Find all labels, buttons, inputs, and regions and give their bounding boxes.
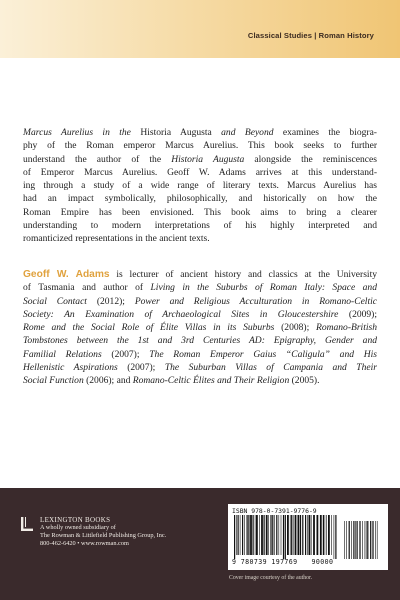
description-line: ing through a study of a wide range of literary texts. Marcus Aurelius has [23, 180, 377, 192]
addon-barcode-bar [377, 521, 378, 559]
barcode-bar [256, 515, 258, 555]
barcode-bar [242, 515, 243, 555]
barcode-bar [302, 515, 303, 555]
barcode-bar [259, 515, 260, 555]
description-line: understand the author of the Historia Augusta alongside the reminiscences [23, 153, 377, 165]
bio-line: Society: An Examination of Archaeological Sites in Gloucestershire (2009); [23, 308, 377, 320]
barcode-bar [281, 515, 282, 555]
lexington-logo-icon [20, 516, 34, 532]
cover-credit: Cover image courtesy of the author. [229, 575, 313, 581]
barcode-bar [234, 515, 235, 559]
addon-barcode-bar [359, 521, 360, 559]
barcode-bar [309, 515, 311, 555]
barcode-bar [335, 515, 336, 559]
bio-line: Hellenistic Aspirations (2007); The Suburban Villas of Campania and Their [23, 362, 377, 374]
barcode-bar [334, 515, 335, 559]
barcode-bar [266, 515, 268, 555]
description-line: phy of the Roman emperor Marcus Aurelius. This book seeks to further [23, 140, 377, 152]
barcode-bar [323, 515, 324, 555]
addon-barcode-bar [366, 521, 367, 559]
bio-line: Familial Relations (2007); The Roman Emperor Gaius “Caligula” and His [23, 348, 377, 360]
barcode-bar [274, 515, 275, 555]
description-line: romanticized representations in the ancient texts. [23, 233, 210, 245]
ean-digits: 9 780739 197769 90000 [232, 558, 334, 566]
barcode-bar [248, 515, 249, 555]
barcode-bar [247, 515, 248, 555]
addon-barcode-bar [375, 521, 376, 559]
addon-barcode-bar [357, 521, 358, 559]
bio-line: Rome and the Social Role of Élite Villas in its Suburbs (2008); Romano-British [23, 322, 377, 334]
barcode-bar [298, 515, 300, 555]
barcode-bar [295, 515, 297, 555]
barcode-bar [326, 515, 327, 555]
barcode-bar [270, 515, 271, 555]
barcode-bar [290, 515, 291, 555]
subject-category: Classical Studies | Roman History [247, 31, 374, 40]
description-line: of Emperor Marcus Aurelius. Geoff W. Adams arrives at this understand- [23, 166, 377, 178]
publisher-line: The Rowman & Littlefield Publishing Group, Inc. [40, 532, 167, 539]
addon-barcode-bar [370, 521, 371, 559]
author-bio [23, 268, 377, 388]
publisher-line: A wholly owned subsidiary of [40, 524, 116, 531]
addon-barcode-bar [365, 521, 366, 559]
bio-line: of Tasmania and author of Living in the Suburbs of Roman Italy: Space and [23, 282, 377, 294]
barcode-bar [268, 515, 269, 555]
book-description [23, 126, 377, 246]
top-color-band [0, 0, 400, 58]
barcode-bar [264, 515, 265, 555]
bio-line: Geoff W. Adams is lecturer of ancient history and classics at the University [23, 269, 377, 280]
barcode-bar [311, 515, 312, 555]
barcode-bar [328, 515, 330, 555]
bio-line: Social Function (2006); and Romano-Celtic Élites and Their Religion (2005). [23, 375, 320, 387]
addon-barcode-bar [367, 521, 368, 559]
addon-barcode-bar [353, 521, 354, 559]
addon-barcode-bar [349, 521, 350, 559]
barcode-bar [240, 515, 241, 555]
addon-barcode-bar [362, 521, 363, 559]
isbn-label: ISBN 978-0-7391-9776-9 [232, 507, 317, 515]
barcode-bar [285, 515, 286, 559]
barcode-image [232, 515, 380, 559]
barcode-bar [320, 515, 322, 555]
bio-line: Social Contact (2012); Power and Religious Acculturation in Romano-Celtic [23, 295, 377, 307]
barcode-bar [313, 515, 315, 555]
barcode-bar [253, 515, 254, 555]
barcode-bar [291, 515, 292, 555]
barcode-bar [261, 515, 263, 555]
publisher-contact: 800-462-6420 • www.rowman.com [40, 540, 129, 547]
publisher-info [40, 516, 166, 548]
barcode-bar [250, 515, 252, 555]
publisher-name: LEXINGTON BOOKS [40, 516, 111, 524]
addon-barcode-bar [346, 521, 347, 559]
barcode-bar [244, 515, 245, 555]
barcode-bar [305, 515, 306, 555]
barcode-bar [287, 515, 289, 555]
barcode-bar [325, 515, 326, 555]
addon-barcode-bar [372, 521, 373, 559]
author-name: Geoff W. Adams [23, 269, 110, 280]
addon-barcode-bar [351, 521, 352, 559]
addon-digits: 90000 [311, 558, 334, 566]
addon-barcode-bar [355, 521, 356, 559]
barcode-bar [276, 515, 277, 555]
addon-barcode-bar [344, 521, 345, 559]
barcode-bar [238, 515, 239, 555]
description-line: had an impact symbolically, philosophically, and historically on how the [23, 193, 377, 205]
barcode-bar [307, 515, 308, 555]
barcode-bar [255, 515, 256, 555]
barcode-bar [317, 515, 319, 555]
description-line: Marcus Aurelius in the Historia Augusta and Beyond examines the biogra- [23, 127, 377, 138]
description-line: Roman Empire has been envisioned. This book aims to bring a clearer [23, 206, 377, 218]
barcode-bar [300, 515, 301, 555]
bio-line: Tombstones between the 1st and 3rd Centuries AD: Epigraphy, Gender and [23, 335, 377, 347]
description-line: understanding to modern interpretations of his highly interpreted and [23, 220, 377, 232]
addon-barcode-bar [373, 521, 374, 559]
barcode-bar [283, 515, 284, 559]
barcode-bar [236, 515, 237, 555]
barcode-bar [331, 515, 332, 555]
barcode-bar [279, 515, 280, 555]
barcode-bar [293, 515, 294, 555]
barcode-bar [272, 515, 273, 555]
